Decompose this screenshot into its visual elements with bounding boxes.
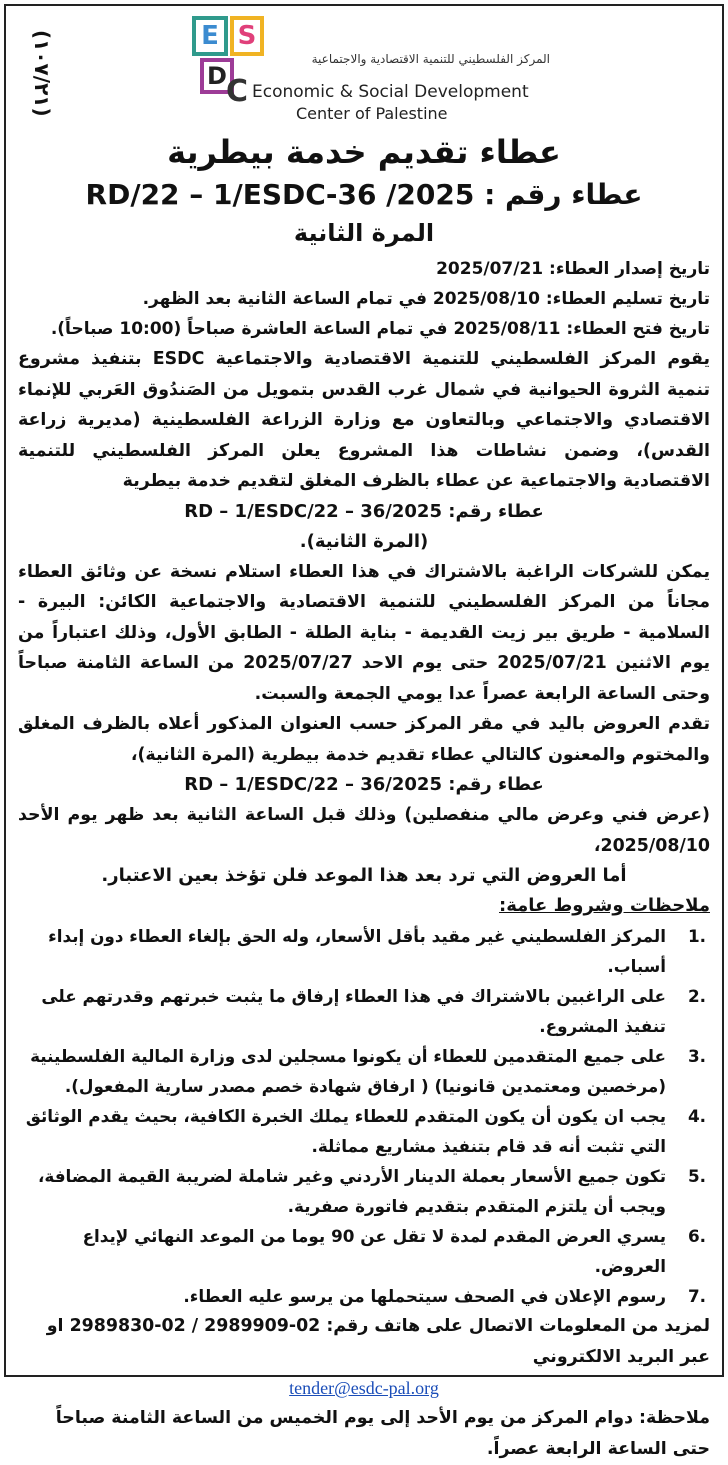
logo-letter-e: E: [192, 16, 228, 56]
note-number: .6: [687, 1226, 706, 1246]
page-title: عطاء تقديم خدمة بيطرية: [167, 133, 561, 171]
issue-date: تاريخ إصدار العطاء: 2025/07/21: [436, 259, 710, 279]
esdc-logo: [186, 12, 556, 123]
note-item: [14, 1041, 714, 1101]
tender-reference-line-1: عطاء رقم: 36/2025 – 22/RD – 1/ESDC: [184, 500, 544, 522]
second-time-note: (المرة الثانية).: [299, 530, 429, 552]
announcement-body: [14, 130, 714, 1465]
logo-letter-c: C: [225, 73, 249, 109]
side-reference-number: (١٠٧/٢١): [30, 30, 54, 117]
offers-deadline-note: (عرض فني وعرض مالي منفصلين) وذلك قبل الساعة الثانية بعد ظهر يوم الأحد 2025/08/10،: [18, 805, 710, 856]
obtain-documents-paragraph: يمكن للشركات الراغبة بالاشتراك في هذا العطاء استلام نسخة عن وثائق العطاء مجاناً من المركز الفلسطيني للتنمية الاقتصادية والاجتماعية الكائن: البيرة - السلامية - طريق بير زيت القديمة - بناية الطلة - الطابق الأول، وذلك اعتباراً من يوم الاثنين 2025/07/21 حتى يوم الاحد 2025/07/27 من الساعة الثامنة صباحاً وحتى الساعة الرابعة عصراً عدا يومي الجمعة والسبت.: [18, 561, 711, 704]
note-text: المركز الفلسطيني غير مقيد بأقل الأسعار، وله الحق بإلغاء العطاء دون إبداء أسباب.: [48, 926, 666, 976]
note-item: [14, 1221, 714, 1281]
notes-heading: ملاحظات وشروط عامة:: [499, 895, 710, 916]
logo-arabic-name: المركز الفلسطيني للتنمية الاقتصادية والاجتماعية: [311, 52, 550, 66]
note-item: [14, 1281, 714, 1311]
intro-paragraph: يقوم المركز الفلسطيني للتنمية الاقتصادية والاجتماعية ESDC بتنفيذ مشروع تنمية الثروة الحيوانية في شمال غرب القدس بتمويل من الصَندُوق العَربي للإنماء الاقتصادي والاجتماعي وبالتعاون مع وزارة الزراعة الفلسطينية (مديرية زراعة القدس)، وضمن نشاطات هذا المشروع يعلن المركز الفلسطيني للتنمية الاقتصادية والاجتماعية عن عطاء بالظرف المغلق لتقديم خدمة بيطرية: [18, 349, 711, 491]
note-text: يسري العرض المقدم لمدة لا تقل عن 90 يوما من الموعد النهائي لإيداع العروض.: [82, 1226, 666, 1276]
contact-info: لمزيد من المعلومات الاتصال على هاتف رقم: 02-2989909 / 02-2989830 او عبر البريد الالكتروني: [46, 1316, 710, 1367]
note-number: .5: [687, 1166, 706, 1186]
submission-date: تاريخ تسليم العطاء: 2025/08/10 في تمام الساعة الثانية بعد الظهر.: [142, 289, 710, 309]
note-number: .4: [687, 1106, 706, 1126]
logo-english-line1: Economic & Social Development: [252, 82, 529, 102]
email-link[interactable]: tender@esdc-pal.org: [289, 1378, 439, 1398]
note-item: [14, 921, 714, 981]
note-text: رسوم الإعلان في الصحف سيتحملها من يرسو عليه العطاء.: [183, 1286, 666, 1306]
tender-reference-line-2: عطاء رقم: 36/2025 – 22/RD – 1/ESDC: [184, 774, 544, 795]
note-text: يجب ان يكون أن يكون المتقدم للعطاء يملك الخبرة الكافية، بحيث يقدم الوثائق التي تثبت أنه قد قام بتنفيذ مشاريع مماثلة.: [25, 1106, 666, 1156]
second-time-heading: المرة الثانية: [293, 219, 435, 247]
note-item: [14, 1101, 714, 1161]
late-offers-note: أما العروض التي ترد بعد هذا الموعد فلن تؤخذ بعين الاعتبار.: [101, 865, 627, 886]
note-text: على جميع المتقدمين للعطاء أن يكونوا مسجلين لدى وزارة المالية الفلسطينية (مرخصين ومعتمدين قانونيا) ( ارفاق شهادة خصم مصدر سارية المفعول).: [30, 1046, 666, 1096]
note-text: تكون جميع الأسعار بعملة الدينار الأردني وغير شاملة لضريبة القيمة المضافة، ويجب أن يلتزم المتقدم بتقديم فاتورة صفرية.: [38, 1166, 666, 1216]
logo-english-line2: Center of Palestine: [296, 104, 448, 123]
logo-letter-d: D: [200, 58, 234, 94]
opening-date: تاريخ فتح العطاء: 2025/08/11 في تمام الساعة العاشرة صباحاً (10:00 صباحاً).: [50, 319, 710, 339]
note-item: [14, 981, 714, 1041]
note-number: .3: [687, 1046, 706, 1066]
office-hours-note: ملاحظة: دوام المركز من يوم الأحد إلى يوم الخميس من الساعة الثامنة صباحاً حتى الساعة الرابعة عصراً.: [55, 1408, 710, 1459]
submission-paragraph: تقدم العروض باليد في مقر المركز حسب العنوان المذكور أعلاه بالظرف المغلق والمختوم والمعنون كالتالي عطاء تقديم خدمة بيطرية (المرة الثانية)،: [18, 714, 710, 765]
note-text: على الراغبين بالاشتراك في هذا العطاء إرفاق ما يثبت خبرتهم وقدرتهم على تنفيذ المشروع.: [41, 986, 666, 1036]
logo-letter-s: S: [230, 16, 264, 56]
note-number: .1: [687, 926, 706, 946]
note-number: .7: [687, 1286, 706, 1306]
note-item: [14, 1161, 714, 1221]
tender-reference-heading: عطاء رقم : 2025/ 36-RD/22 – 1/ESDC: [85, 178, 643, 211]
note-number: .2: [687, 986, 706, 1006]
